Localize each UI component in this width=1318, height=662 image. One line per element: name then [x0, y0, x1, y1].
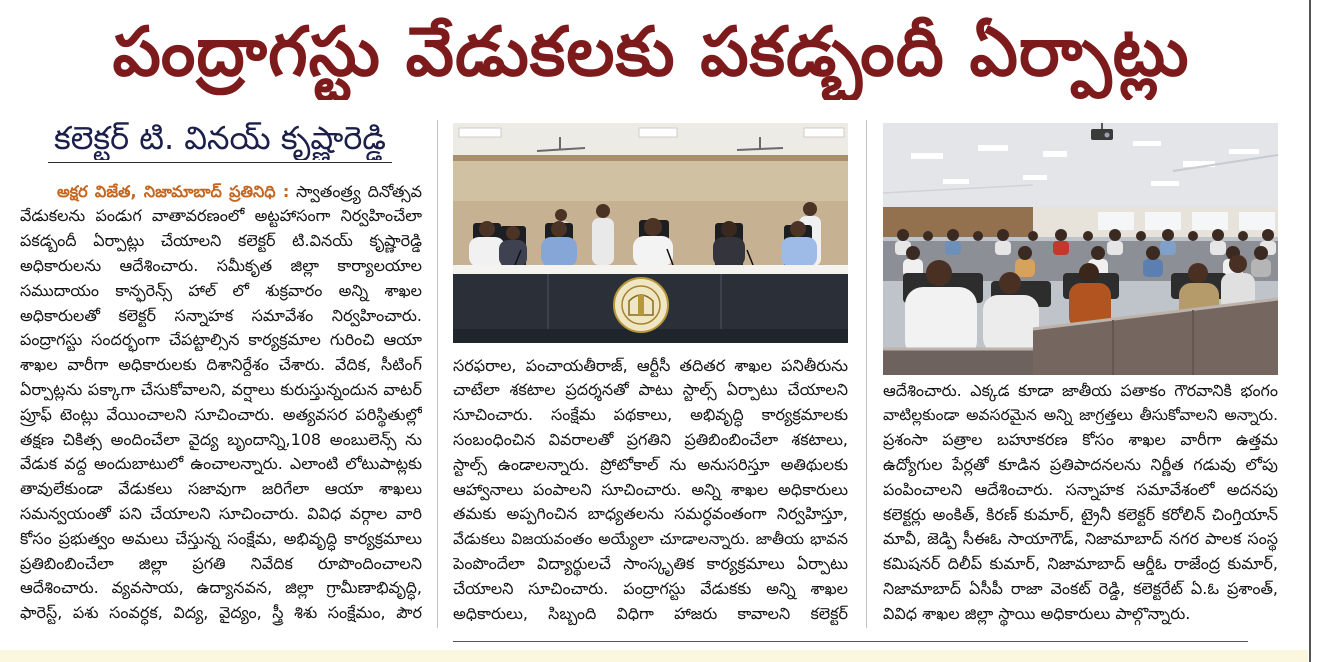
- article-line: ఆదేశించారు. వ్యవసాయ, ఉద్యానవన, జిల్లా గ్రామీణాభివృద్ధి,: [20, 578, 422, 598]
- ceiling: [883, 123, 1278, 207]
- article-line: ప్రూఫ్ టెంట్లు వేయించాలని సూచించారు. అత్యవసర పరిస్థితుల్లో: [20, 404, 422, 424]
- article-line: ప్రశంసా పత్రాల బహూకరణ కోసం శాఖల వారీగా ఉత్తమ: [883, 430, 1278, 450]
- bottom-rule: [453, 641, 1248, 642]
- article-line: చాటేలా శకటాల ప్రదర్శనతో పాటు స్టాల్స్ ఏర్పాటు చేయాలని: [453, 380, 848, 400]
- article-line: పకడ్బందీ ఏర్పాట్లు చేయాలని కలెక్టర్ టి.వినయ్ కృష్ణారెడ్డి: [20, 231, 422, 251]
- article-line: వేడుకలను పండుగ వాతావరణంలో అట్టహాసంగా నిర్వహించేలా: [20, 206, 422, 226]
- bottom-band: [0, 650, 1308, 662]
- article-line: అధికారులను ఆదేశించారు. సమీకృత జిల్లా కార్యాలయాల: [20, 255, 422, 275]
- article-line: సరఫరాల, పంచాయతీరాజ్, ఆర్టీసీ తదితర శాఖల పనితీరును: [453, 355, 848, 375]
- article-line: వేడుకలు విజయవంతం అయ్యేలా చూడాలన్నారు. జాతీయ భావన: [453, 530, 848, 549]
- article-line: స్టాల్స్ ఉండాలన్నారు. ప్రోటోకాల్ ను అనుసరిస్తూ అతిథులకు: [453, 454, 848, 474]
- article-line: పెంపొందేలా విద్యార్థులచే సాంస్కృతిక కార్యక్రమాలు ఏర్పాటు: [453, 553, 848, 573]
- subheadline: కలెక్టర్ టి. వినయ్ కృష్ణారెడ్డి: [54, 119, 386, 157]
- article-column-2: [453, 354, 848, 627]
- article-line: కోసం ప్రభుత్వం అమలు చేస్తున్న సంక్షేమ, అభివృద్ధి కార్యక్రమాలు: [20, 528, 422, 548]
- article-line: సంబంధించిన వివరాలతో ప్రగతిని ప్రతిబింబించేలా శకటాలు,: [453, 429, 848, 449]
- article-line: సముదాయం కాన్ఫరెన్స్ హాల్ లో శుక్రవారం అన్ని శాఖల: [20, 280, 422, 300]
- article-line: సూచించారు. సంక్షేమ పథకాలు, అభివృద్ధి కార్యక్రమాలకు: [453, 405, 848, 425]
- article-line: శాఖల వారీగా అధికారులకు దిశానిర్దేశం చేశారు. వేదిక, సీటింగ్: [20, 355, 422, 375]
- headline: పంద్రాగస్టు వేడుకలకు పకడ్బందీ ఏర్పాట్లు: [112, 13, 1190, 92]
- article-line: కలెక్టర్లు అంకిత్, కిరణ్ కుమార్, ట్రైనీ కలెక్టర్ కరోలిన్ చింగ్తియాన్: [883, 504, 1278, 524]
- article-line: వాటిల్లకుండా అవసరమైన అన్ని జాగ్రత్తలు తీసుకోవాలని అన్నారు.: [883, 406, 1278, 425]
- article-line: వేడుక వద్ద అందుబాటులో ఉంచాలన్నారు. ఎలాంటి లోటుపాట్లకు: [20, 454, 422, 474]
- article-line: మావీ, జెడ్పి సీఈఓ సాయాగౌడ్, నిజామాబాద్ నగర పాలక సంస్థ: [883, 529, 1278, 549]
- article-line: నిజామాబాద్ ఏసీపీ రాజా వెంకట్ రెడ్డి, కలెక్టరేట్ ఏ.ఓ ప్రశాంత్,: [883, 578, 1278, 598]
- column-rule: [437, 120, 438, 628]
- article-line: తావులేకుండా వేడుకలు సజావుగా జరిగేలా ఆయా శాఖలు: [20, 479, 422, 499]
- article-line: ఆహ్వానాలు పంపాలని సూచించారు. అన్ని శాఖల అధికారులు: [453, 479, 848, 499]
- photo-audience-meeting: [883, 123, 1278, 375]
- column-rule: [866, 120, 867, 628]
- article-line: చేయాలని సూచించారు. పంద్రాగస్టు వేడుకకు అన్ని శాఖల: [453, 578, 848, 598]
- article-line: ఫారెస్ట్, పశు సంవర్ధక, విద్య, వైద్యం, స్త్రీ శిశు సంక్షేమం, పౌర: [20, 603, 422, 623]
- article-line: పంపించాలని ఆదేశించారు. సన్నాహక సమావేశంలో అదనపు: [883, 479, 1278, 499]
- article-line: తక్షణ చికిత్స అందించేలా వైద్య బృందాన్ని,108 అంబులెన్స్ ను: [20, 429, 422, 449]
- article-line: పంద్రాగస్టు సందర్భంగా చేపట్టాల్సిన కార్యక్రమాల గురించి ఆయా: [20, 330, 422, 350]
- article-line: అధికారులు, సిబ్బంది విధిగా హాజరు కావాలని కలెక్టర్: [453, 603, 848, 623]
- subheadline-underline: [48, 162, 392, 163]
- article-line: తమకు అప్పగించిన బాధ్యతలను సమర్ధవంతంగా నిర్వహిస్తూ,: [453, 504, 848, 524]
- article-line: వివిధ శాఖల జిల్లా స్థాయి అధికారులు పాల్గొన్నారు.: [883, 603, 1191, 623]
- article-column-3: [883, 379, 1278, 627]
- article-line: ఉద్యోగుల పేర్లతో కూడిన ప్రతిపాదనలను నిర్ణీత గడువు లోపు: [883, 454, 1278, 474]
- ceiling: [453, 123, 848, 155]
- article-line: ఏర్పాట్లను పక్కాగా చేసుకోవాలని, వర్షాలు కురుస్తున్నందున వాటర్: [20, 379, 422, 399]
- article-line: అధికారులతో కలెక్టర్ సన్నాహక సమావేశం నిర్వహించారు.: [20, 305, 422, 325]
- article-line: [20, 180, 422, 205]
- article-line: ప్రతిబింబించేలా జిల్లా ప్రగతి నివేదిక రూపొందించాలని: [20, 553, 422, 573]
- page-edge-rule: [1309, 0, 1311, 662]
- byline: అక్షర విజేత, నిజామాబాద్ ప్రతినిధి :: [57, 181, 290, 201]
- article-text: స్వాతంత్ర్య దినోత్సవ: [296, 181, 422, 201]
- article-line: ఆదేశించారు. ఎక్కడ కూడా జాతీయ పతాకం గౌరవానికి భంగం: [883, 380, 1278, 400]
- state-emblem-icon: [614, 278, 668, 332]
- article-line: సమన్వయంతో పని చేయాలని సూచించారు. వివిధ వర్గాల వారి: [20, 503, 422, 523]
- article-column-1: [20, 180, 422, 626]
- article-line: కమిషనర్ దిలీప్ కుమార్, నిజామాబాద్ ఆర్డీఓ రాజేంద్ర కుమార్,: [883, 554, 1278, 574]
- photo-head-table-meeting: [453, 123, 848, 343]
